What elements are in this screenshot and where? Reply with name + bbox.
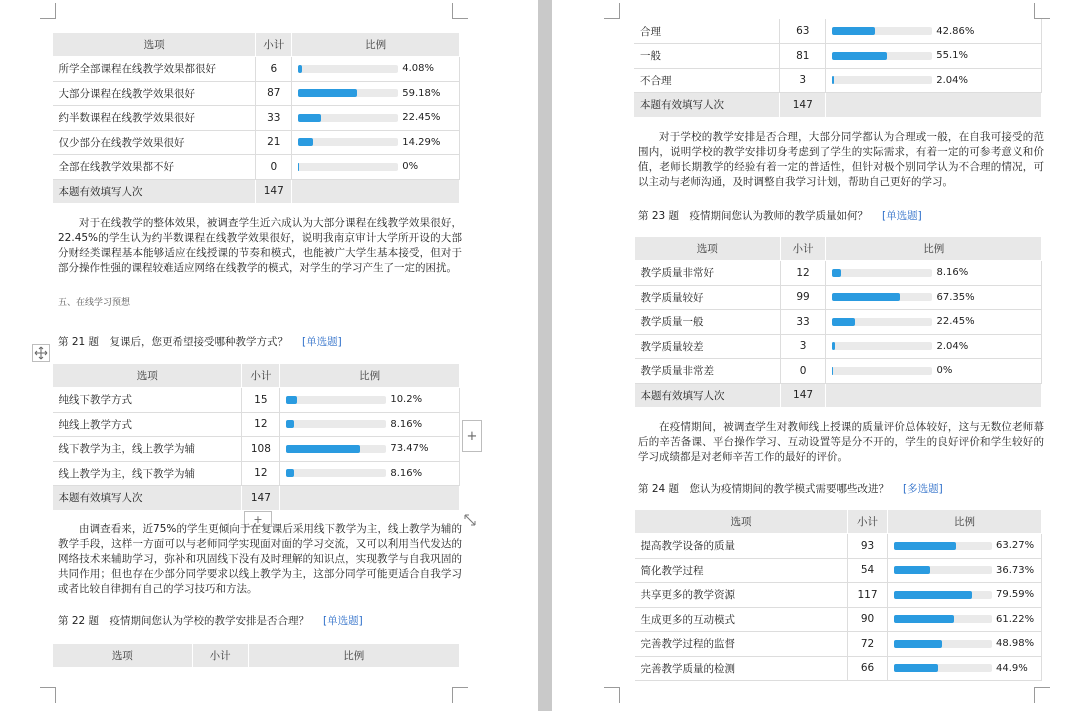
total-label: 本题有效填写人次 [53,486,242,511]
survey-table-q24 [634,509,1042,681]
move-icon[interactable] [32,344,50,362]
count-value: 3 [780,334,826,359]
option-label: 线下教学为主，线上教学为辅 [53,437,242,462]
option-label: 提高教学设备的质量 [635,534,848,559]
progress-track [894,591,992,599]
header-count: 小计 [242,364,280,388]
ratio-cell [280,388,460,413]
table-row [635,261,1042,286]
question-title-22 [58,613,363,628]
percent-value: 0% [402,161,419,173]
table-row [635,285,1042,310]
percent-value: 2.04% [936,74,969,86]
document-page-right [552,0,1080,711]
total-label: 本题有效填写人次 [634,93,780,118]
progress-fill [832,52,887,60]
ratio-cell [826,359,1042,384]
ratio-cell [826,44,1042,69]
ratio-cell [826,285,1042,310]
ratio-cell [888,534,1042,559]
progress-fill [894,542,956,550]
crop-mark [40,3,56,19]
crop-mark [1034,3,1050,19]
percent-value: 4.08% [402,63,435,75]
table-row [635,558,1042,583]
option-label: 合理 [634,19,780,44]
header-option: 选项 [53,33,256,57]
percent-value: 63.27% [996,540,1035,552]
progress-fill [894,640,942,648]
option-label: 不合理 [634,68,780,93]
count-value: 33 [780,310,826,335]
analysis-paragraph: 在疫情期间，被调查学生对教师线上授课的质量评价总体较好，这与无数位老师幕后的辛苦备课、平台操作学习、互动设置等是分不开的，学生的良好评价和学生较好的学习成绩都是对老师辛苦工作的最好的评价。 [638,421,1044,463]
progress-track [894,542,992,550]
table-row [635,534,1042,559]
option-label: 教学质量较差 [635,334,781,359]
progress-fill [832,27,875,35]
count-value: 0 [256,155,292,180]
option-label: 生成更多的互动模式 [635,607,848,632]
table-row [634,19,1042,44]
header-count: 小计 [256,33,292,57]
plus-icon[interactable]: + [462,420,482,452]
percent-value: 8.16% [390,418,423,430]
table-row [635,310,1042,335]
table-row [53,106,460,131]
progress-fill [298,163,299,171]
count-value: 33 [256,106,292,131]
progress-fill [286,396,296,404]
ratio-cell [292,130,460,155]
count-value: 12 [242,461,280,486]
option-label: 所学全部课程在线教学效果都很好 [53,57,256,82]
count-value: 3 [780,68,826,93]
progress-fill [894,664,938,672]
survey-table-q22 [634,19,1042,118]
progress-fill [894,615,954,623]
option-label: 教学质量非常差 [635,359,781,384]
table-header-row [53,33,460,57]
table-row [53,412,460,437]
percent-value: 14.29% [402,136,441,148]
crop-mark [604,3,620,19]
table-row [635,583,1042,608]
percent-value: 22.45% [936,316,975,328]
table-row [635,632,1042,657]
table-row [53,130,460,155]
ratio-cell [826,310,1042,335]
progress-fill [832,342,834,350]
option-label: 一般 [634,44,780,69]
table-total-row [634,93,1042,118]
table-total-row [53,486,460,511]
percent-value: 73.47% [390,443,429,455]
total-empty [826,93,1042,118]
resize-icon[interactable] [460,510,480,530]
progress-track [832,76,932,84]
percent-value: 8.16% [390,467,423,479]
header-ratio: 比例 [248,644,459,668]
plus-icon[interactable]: + [244,511,272,527]
option-label: 共享更多的教学资源 [635,583,848,608]
count-value: 93 [848,534,888,559]
progress-track [894,640,992,648]
header-option: 选项 [53,644,193,668]
progress-fill [832,318,854,326]
table-header-row [635,510,1042,534]
table-total-row [635,383,1042,408]
analysis-paragraph: 对于学校的教学安排是否合理，大部分同学都认为合理或一般，在自我可接受的范围内，说明学校的教学安排切身考虑到了学生的实际需求，有着一定的可参考意义和价值，老师长期教学的经验有着一定的普适性，但针对极个别同学认为不合理的情况，可以主动与老师沟通，及时调整自我学习计划，帮助自己更好的学习。 [638,131,1044,188]
ratio-cell [280,412,460,437]
progress-track [298,65,398,73]
question-title-23 [638,208,922,223]
total-label: 本题有效填写人次 [53,179,256,204]
table-header-row [53,644,460,668]
total-count: 147 [780,383,826,408]
percent-value: 8.16% [936,267,969,279]
progress-track [298,89,398,97]
percent-value: 67.35% [936,291,975,303]
header-ratio: 比例 [826,237,1042,261]
table-row [635,334,1042,359]
header-option: 选项 [635,237,781,261]
percent-value: 44.9% [996,662,1028,674]
count-value: 108 [242,437,280,462]
header-option: 选项 [635,510,848,534]
question-title-21 [58,334,342,349]
survey-table-q23 [634,236,1042,408]
header-ratio: 比例 [280,364,460,388]
ratio-cell [888,632,1042,657]
progress-track [832,27,932,35]
section-heading: 五、在线学习预想 [58,298,131,308]
option-label: 完善教学质量的检测 [635,656,848,681]
option-label: 完善教学过程的监督 [635,632,848,657]
header-count: 小计 [780,237,826,261]
percent-value: 22.45% [402,112,441,124]
ratio-cell [292,57,460,82]
ratio-cell [826,261,1042,286]
table-row [53,437,460,462]
total-empty [280,486,460,511]
crop-mark [452,3,468,19]
survey-table-q21 [52,363,460,511]
progress-fill [832,367,833,375]
percent-value: 36.73% [996,564,1035,576]
header-option: 选项 [53,364,242,388]
crop-mark [604,687,620,703]
count-value: 21 [256,130,292,155]
progress-fill [894,591,972,599]
ratio-cell [280,461,460,486]
option-label: 全部在线教学效果都不好 [53,155,256,180]
count-value: 54 [848,558,888,583]
total-count: 147 [780,93,826,118]
crop-mark [452,687,468,703]
progress-track [832,318,932,326]
ratio-cell [888,656,1042,681]
progress-track [286,420,386,428]
option-label: 约半数课程在线教学效果很好 [53,106,256,131]
progress-track [286,469,386,477]
percent-value: 55.1% [936,50,969,62]
ratio-cell [292,155,460,180]
option-label: 纯线下教学方式 [53,388,242,413]
option-label: 仅少部分在线教学效果很好 [53,130,256,155]
percent-value: 0% [936,365,953,377]
progress-fill [286,445,359,453]
total-count: 147 [256,179,292,204]
table-header-row [635,237,1042,261]
option-label: 教学质量较好 [635,285,781,310]
ratio-cell [888,558,1042,583]
total-count: 147 [242,486,280,511]
progress-track [832,52,932,60]
progress-track [832,367,932,375]
ratio-cell [292,106,460,131]
progress-fill [286,469,294,477]
question-type-tag[interactable]: [单选题] [882,210,922,222]
count-value: 99 [780,285,826,310]
ratio-cell [826,334,1042,359]
table-row [635,359,1042,384]
count-value: 0 [780,359,826,384]
progress-fill [894,566,930,574]
header-ratio: 比例 [888,510,1042,534]
count-value: 72 [848,632,888,657]
total-label: 本题有效填写人次 [635,383,781,408]
crop-mark [40,687,56,703]
ratio-cell [826,19,1042,44]
count-value: 12 [242,412,280,437]
progress-track [894,566,992,574]
progress-fill [832,76,834,84]
progress-track [286,396,386,404]
analysis-paragraph: 对于在线教学的整体效果，被调查学生近六成认为大部分课程在线教学效果很好，22.45%的学生认为约半数课程在线教学效果很好，说明我南京审计大学所开设的大部分财经类课程基本能够适应在线授课的节奏和模式，也能被广大学生基本接受，但对于部分操作性强的课程较难适应网络在线教学的模式，对学生的学习产生了一定的困扰。 [58,217,462,274]
question-text: 第 23 题 疫情期间您认为教师的教学质量如何？ [638,210,869,222]
table-row [635,656,1042,681]
question-text: 第 24 题 您认为疫情期间的教学模式需要哪些改进？ [638,483,890,495]
percent-value: 48.98% [996,638,1035,650]
document-page-left [0,0,538,711]
progress-track [298,163,398,171]
question-type-tag[interactable]: [单选题] [302,336,342,348]
progress-track [832,293,932,301]
progress-track [832,342,932,350]
option-label: 线上教学为主，线下教学为辅 [53,461,242,486]
table-row [635,607,1042,632]
header-count: 小计 [192,644,248,668]
progress-track [894,664,992,672]
count-value: 66 [848,656,888,681]
table-row [53,81,460,106]
count-value: 63 [780,19,826,44]
analysis-paragraph: 由调查看来，近75%的学生更倾向于在复课后采用线下教学为主，线上教学为辅的教学手段，这样一方面可以与老师同学实现面对面的学习交流，又可以利用当代发达的网络技术来辅助学习，弥补和巩固线下没有及时理解的知识点，实现教学与自我巩固的共同作用；但也存在少部分同学要求以线上教学为主，这部分同学可能更适合自我学习或者比较自律拥有自己的学习技巧和方法。 [58,523,462,595]
count-value: 90 [848,607,888,632]
question-text: 第 22 题 疫情期间您认为学校的教学安排是否合理？ [58,615,310,627]
header-ratio: 比例 [292,33,460,57]
page-gutter [538,0,552,711]
option-label: 大部分课程在线教学效果很好 [53,81,256,106]
progress-track [894,615,992,623]
option-label: 纯线上教学方式 [53,412,242,437]
percent-value: 2.04% [936,340,969,352]
table-row [53,155,460,180]
ratio-cell [826,68,1042,93]
percent-value: 42.86% [936,25,975,37]
table-row [53,57,460,82]
progress-track [298,114,398,122]
table-total-row [53,179,460,204]
option-label: 教学质量一般 [635,310,781,335]
option-label: 简化教学过程 [635,558,848,583]
total-empty [826,383,1042,408]
ratio-cell [280,437,460,462]
header-count: 小计 [848,510,888,534]
question-type-tag[interactable]: [单选题] [323,615,363,627]
progress-fill [298,114,320,122]
ratio-cell [888,583,1042,608]
progress-fill [832,269,840,277]
ratio-cell [888,607,1042,632]
table-row [634,68,1042,93]
progress-fill [298,138,312,146]
table-row [634,44,1042,69]
progress-fill [286,420,294,428]
ratio-cell [292,81,460,106]
table-header-row [53,364,460,388]
survey-table-online-effect [52,32,460,204]
progress-track [286,445,386,453]
progress-track [832,269,932,277]
count-value: 117 [848,583,888,608]
question-title-24 [638,481,943,496]
question-type-tag[interactable]: [多选题] [903,483,943,495]
table-row [53,388,460,413]
question-text: 第 21 题 复课后，您更希望接受哪种教学方式？ [58,336,289,348]
survey-table-q22-header [52,643,460,668]
crop-mark [1034,687,1050,703]
percent-value: 10.2% [390,394,423,406]
percent-value: 59.18% [402,87,441,99]
count-value: 12 [780,261,826,286]
count-value: 81 [780,44,826,69]
count-value: 15 [242,388,280,413]
table-row [53,461,460,486]
percent-value: 79.59% [996,589,1035,601]
count-value: 6 [256,57,292,82]
progress-track [298,138,398,146]
option-label: 教学质量非常好 [635,261,781,286]
progress-fill [298,65,302,73]
count-value: 87 [256,81,292,106]
percent-value: 61.22% [996,613,1035,625]
total-empty [292,179,460,204]
progress-fill [832,293,899,301]
progress-fill [298,89,357,97]
